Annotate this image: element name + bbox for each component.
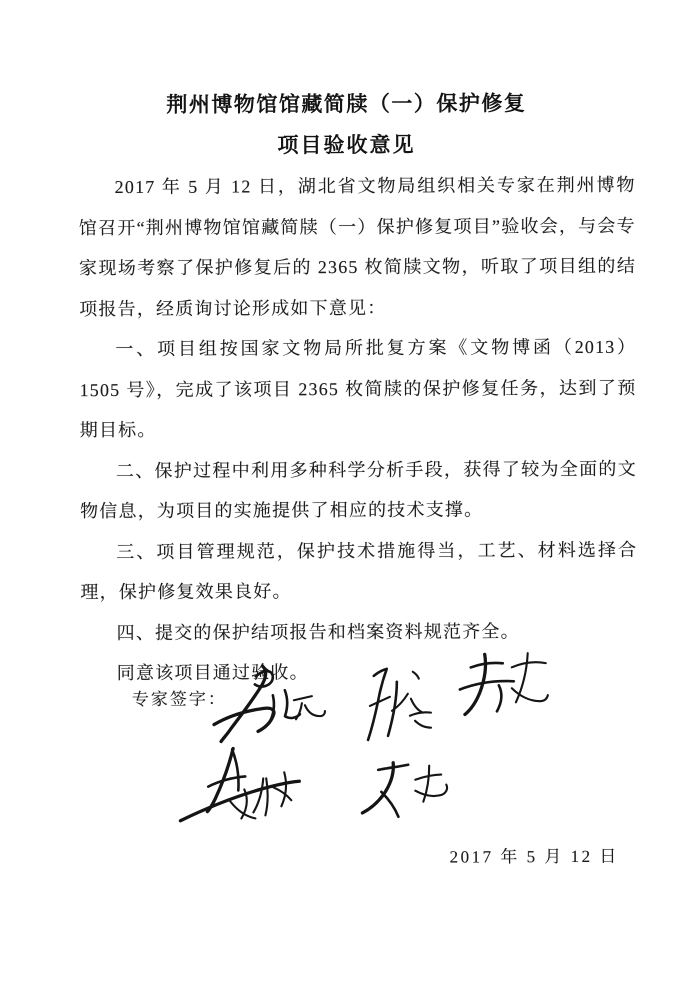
document-body	[79, 165, 638, 694]
title-line-1: 荆州博物馆馆藏简牍（一）保护修复	[166, 91, 527, 117]
document-date: 2017 年 5 月 12 日	[449, 846, 619, 867]
signature-4	[180, 748, 299, 821]
paragraph-item-4: 四、提交的保护结项报告和档案资料规范齐全。	[116, 620, 520, 643]
expert-signature-label: 专家签字：	[131, 689, 227, 709]
paragraph-item-3: 三、项目管理规范，保护技术措施得当，工艺、材料选择合理，保护修复效果良好。	[80, 539, 638, 603]
paragraph-item-1: 一、项目组按国家文物局所批复方案《文物博函（2013）1505 号》，完成了该项目 2365 枚简牍的保护修复任务，达到了预期目标。	[79, 336, 637, 441]
paragraph-conclusion: 同意该项目通过验收。	[116, 662, 309, 684]
paragraph-intro: 2017 年 5 月 12 日，湖北省文物局组织相关专家在荆州博物馆召开“荆州博物馆馆藏简牍（一）保护修复项目”验收会，与会专家现场考察了保护修复后的 2365 枚简牍文物，听取了项目组的结项报告，经质询讨论形成如下意见：	[78, 174, 637, 319]
document-title	[0, 89, 695, 161]
paragraph-item-2: 二、保护过程中利用多种科学分析手段，获得了较为全面的文物信息，为项目的实施提供了相应的技术支撑。	[80, 458, 637, 522]
signature-5	[362, 763, 447, 817]
title-line-2: 项目验收意见	[277, 132, 416, 158]
